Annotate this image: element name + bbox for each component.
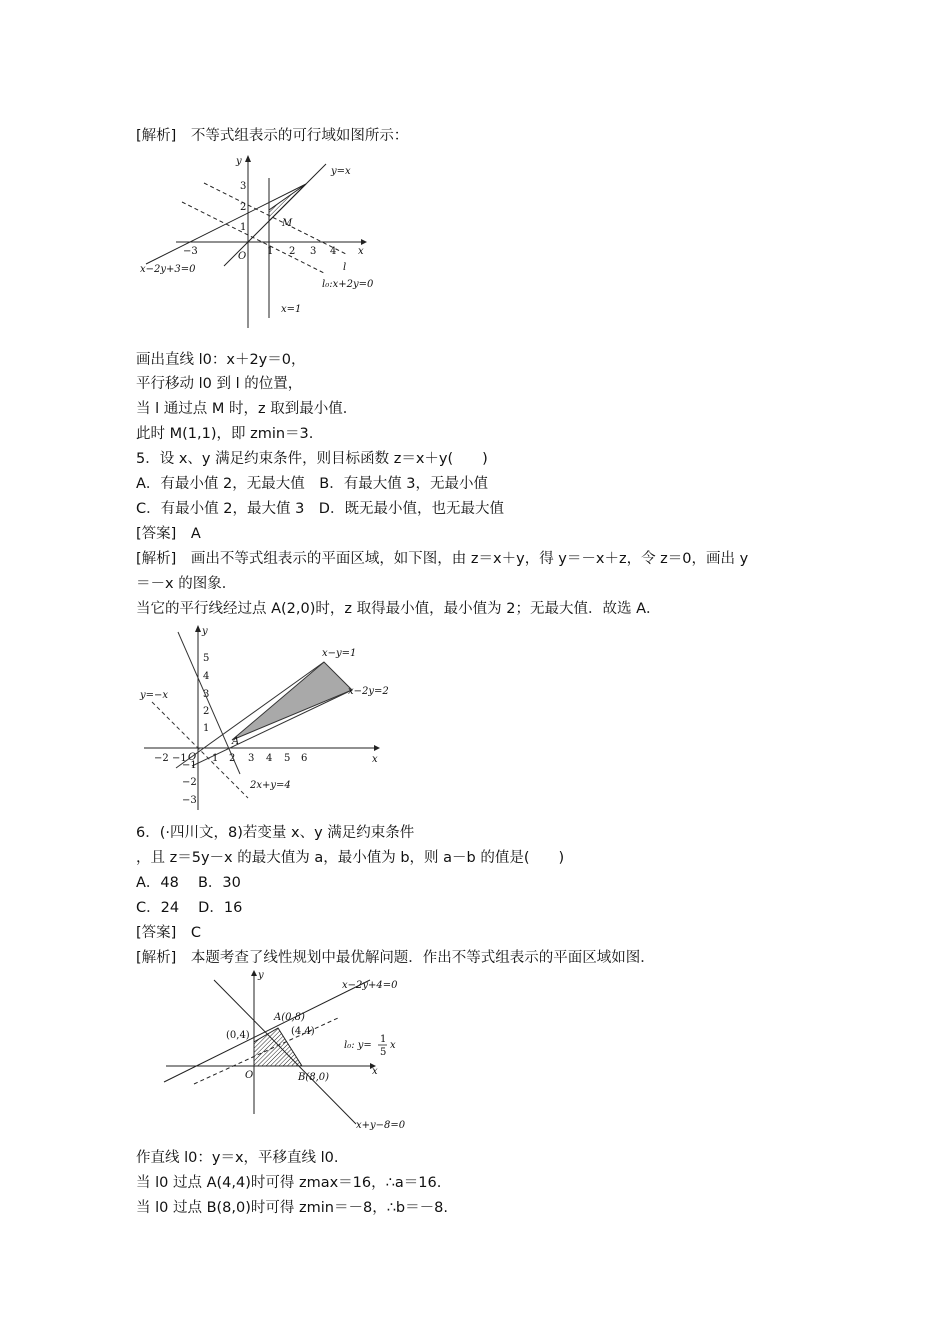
l-line [204, 183, 348, 255]
analysis-step: 平行移动 l0 到 l 的位置， [136, 376, 303, 392]
y-axis-arrow [251, 970, 257, 976]
q5-stem: 5．设 x、y 满足约束条件，则目标函数 z＝x＋y( ) [136, 451, 488, 467]
fig1-ytick: 3 [240, 181, 247, 192]
fig3-y-label: y [258, 970, 264, 981]
y-axis-arrow [195, 625, 201, 632]
figure-3-region [160, 968, 410, 1136]
fig2-ytick: −3 [182, 795, 197, 806]
fig1-ytick: 2 [240, 202, 247, 213]
fig3-point: (0,4) [226, 1030, 250, 1041]
analysis-intro: [解析] 不等式组表示的可行域如图所示： [136, 128, 409, 144]
q5-analysis: 当它的平行线经过点 A(2,0)时，z 取得最小值，最小值为 2；无最大值．故选 A． [136, 601, 661, 617]
q6-stem: 6．(·四川文，8)若变量 x、y 满足约束条件 [136, 825, 415, 841]
fig2-ytick: 4 [203, 671, 210, 682]
q5-analysis: [解析] 画出不等式组表示的平面区域，如下图，由 z＝x＋y，得 y＝－x＋z，令 z＝0，画出 y [136, 551, 749, 567]
fig3-point-A: A(0,8) [274, 1012, 305, 1023]
fig1-y-label: y [236, 156, 242, 167]
fig3-line-label: x−2y+4=0 [342, 980, 398, 991]
q6-step: 作直线 l0：y＝x，平移直线 l0. [136, 1150, 339, 1166]
fig2-xtick: −1 [172, 753, 187, 764]
fig2-line-label: 2x+y=4 [250, 780, 291, 791]
fig1-x-label: x [358, 246, 364, 257]
fig2-point-A: A [232, 736, 240, 747]
fig3-l0-numerator: 1 [380, 1034, 387, 1045]
figure-1-feasible-region [136, 150, 386, 330]
fig2-xtick: 2 [229, 753, 236, 764]
fig1-xtick: 3 [310, 246, 317, 257]
q6-options-row: C．24 D．16 [136, 900, 243, 916]
fig1-xtick: −3 [183, 246, 198, 257]
fig1-xtick: 1 [267, 246, 274, 257]
q5-options-row: A．有最小值 2，无最大值 B．有最大值 3，无最小值 [136, 476, 489, 492]
ymx-line [152, 702, 248, 798]
fig1-line-label: x−2y+3=0 [140, 264, 196, 275]
analysis-step: 画出直线 l0：x＋2y＝0， [136, 352, 306, 368]
fig3-line-label: x+y−8=0 [356, 1120, 406, 1131]
fig2-y-label: y [202, 626, 208, 637]
l0-line [182, 202, 326, 274]
fig2-xtick: 6 [301, 753, 308, 764]
fig1-line-label: l [343, 262, 347, 273]
fig3-l0-denominator: 5 [380, 1047, 387, 1058]
x-axis-arrow [361, 239, 367, 245]
analysis-step: 此时 M(1,1)，即 zmin＝3. [136, 426, 314, 442]
fig2-line-label: x−2y=2 [348, 686, 389, 697]
fig1-ytick: 1 [240, 222, 247, 233]
feasible-region [269, 184, 306, 221]
fig3-point: (4,4) [291, 1026, 315, 1037]
shaded-region [232, 662, 352, 740]
fig2-ytick: −1 [182, 760, 197, 771]
fig2-xtick: −2 [154, 753, 169, 764]
fig1-point-M: M [282, 218, 293, 229]
x-axis-arrow [374, 745, 380, 751]
q6-answer: [答案] C [136, 925, 201, 941]
fig1-origin: O [238, 251, 247, 262]
bottom-line [214, 980, 356, 1124]
q5-options-row: C．有最小值 2，最大值 3 D．既无最小值，也无最大值 [136, 501, 504, 517]
fig3-l0-label: l₀: y= [344, 1040, 372, 1051]
fig3-x-label: x [372, 1066, 378, 1077]
q5-answer: [答案] A [136, 526, 201, 542]
q6-step: 当 l0 过点 B(8,0)时可得 zmin＝－8，∴b＝－8. [136, 1200, 448, 1216]
fig1-xtick: 4 [330, 246, 337, 257]
fig3-point-B: B(8,0) [298, 1072, 330, 1083]
fig1-line-label: x=1 [281, 304, 302, 315]
q6-stem-cont: ，且 z＝5y－x 的最大值为 a，最小值为 b，则 a－b 的值是( ) [136, 850, 565, 866]
fig1-line-label: l₀:x+2y=0 [322, 279, 374, 290]
fig1-xtick: 2 [289, 246, 296, 257]
analysis-step: 当 l 通过点 M 时，z 取到最小值． [136, 401, 358, 417]
fig2-line-label: y=−x [140, 690, 169, 701]
fig2-xtick: 5 [284, 753, 291, 764]
fig2-xtick: 4 [266, 753, 273, 764]
fig2-origin: O [188, 752, 197, 763]
q5-analysis: ＝－x 的图象． [136, 576, 237, 592]
y-axis-arrow [245, 155, 251, 162]
figure-2-region [136, 622, 396, 812]
fig2-x-label: x [372, 754, 378, 765]
fig2-line-label: x−y=1 [322, 648, 357, 659]
fig2-ytick: 1 [203, 723, 210, 734]
fig3-origin: O [245, 1070, 254, 1081]
fig2-ytick: 3 [203, 689, 210, 700]
top-line [164, 980, 370, 1082]
q6-step: 当 l0 过点 A(4,4)时可得 zmax＝16，∴a＝16. [136, 1175, 442, 1191]
q6-analysis: [解析] 本题考查了线性规划中最优解问题．作出不等式组表示的平面区域如图． [136, 950, 655, 966]
fig3-l0-var: x [390, 1040, 396, 1051]
fig1-line-label: y=x [331, 166, 351, 177]
fig2-ytick: 2 [203, 706, 210, 717]
fig2-ytick: 5 [203, 653, 210, 664]
fig2-xtick: 3 [248, 753, 255, 764]
fig2-xtick: 1 [212, 753, 219, 764]
q6-options-row: A．48 B．30 [136, 875, 241, 891]
fig2-ytick: −2 [182, 777, 197, 788]
